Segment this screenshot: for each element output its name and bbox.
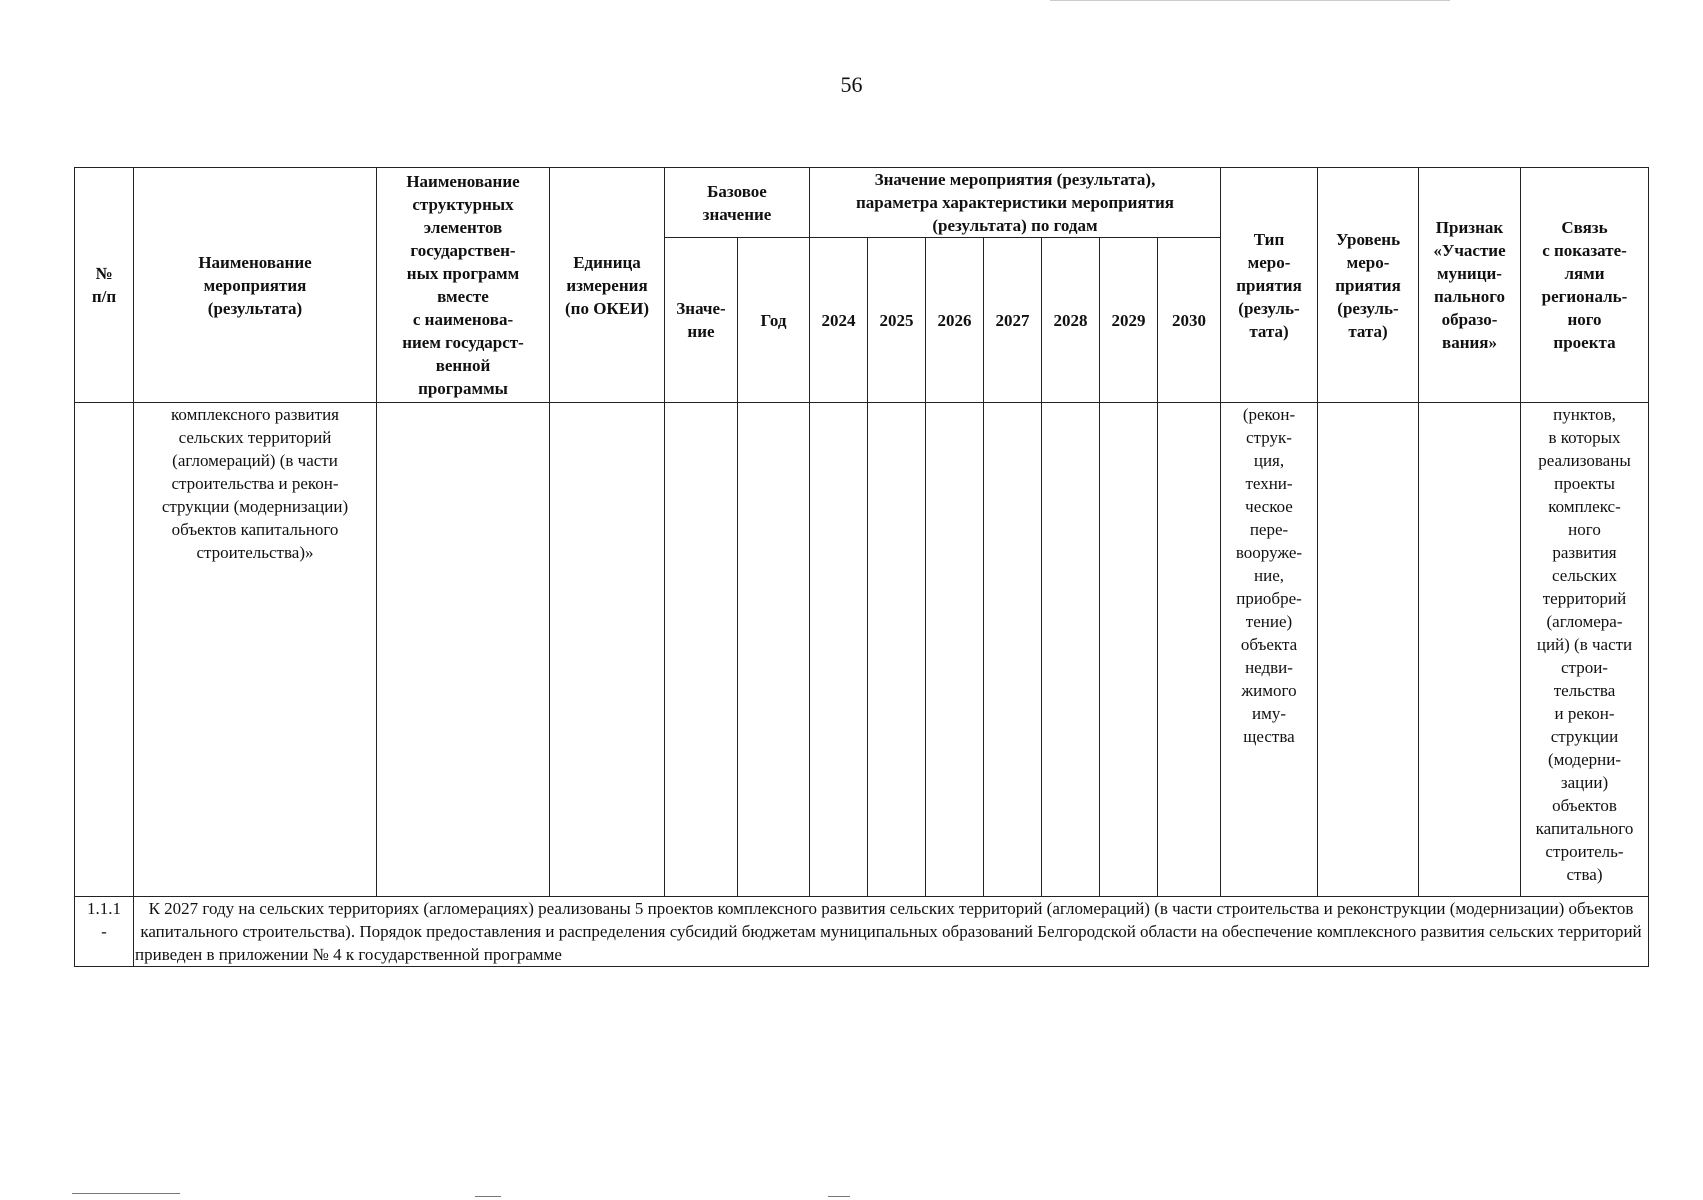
header-municipal-sign: Признак «Участие муници- пального образо- вания» xyxy=(1419,168,1521,403)
cell-municipal-sign xyxy=(1419,403,1521,897)
header-base-value: Значе- ние xyxy=(665,238,738,403)
header-year-2024: 2024 xyxy=(810,238,868,403)
description-number-text: 1.1.1 xyxy=(87,899,121,918)
cell-year-2025 xyxy=(868,403,926,897)
header-base-year: Год xyxy=(738,238,810,403)
cell-year-2029 xyxy=(1100,403,1158,897)
cell-year-2027 xyxy=(984,403,1042,897)
header-year-2025: 2025 xyxy=(868,238,926,403)
header-year-2027: 2027 xyxy=(984,238,1042,403)
cell-base-year xyxy=(738,403,810,897)
cell-year-2028 xyxy=(1042,403,1100,897)
cell-unit xyxy=(550,403,665,897)
header-measure-name: Наименование мероприятия (результата) xyxy=(134,168,377,403)
header-years-group: Значение мероприятия (результата), параметра характеристики мероприятия (результата) по годам xyxy=(810,168,1221,238)
header-level: Уровень меро- приятия (резуль- тата) xyxy=(1318,168,1419,403)
header-type: Тип меро- приятия (резуль- тата) xyxy=(1221,168,1318,403)
bottom-rule-left xyxy=(72,1193,180,1194)
header-year-2029: 2029 xyxy=(1100,238,1158,403)
description-number xyxy=(75,897,134,967)
header-year-2028: 2028 xyxy=(1042,238,1100,403)
page-number: 56 xyxy=(840,72,863,97)
header-regional-link: Связь с показате- лями региональ- ного проекта xyxy=(1521,168,1649,403)
cell-structural-elements xyxy=(377,403,550,897)
table-row xyxy=(75,403,1649,897)
cell-level xyxy=(1318,403,1419,897)
measures-table xyxy=(74,167,1649,967)
cell-type: (рекон- струк- ция, техни- ческое пере- вооруже- ние, приобре- тение) объекта недви- жимого иму- щества xyxy=(1221,403,1318,897)
cell-year-2030 xyxy=(1158,403,1221,897)
cell-base-value xyxy=(665,403,738,897)
bottom-rule-right xyxy=(828,1196,850,1197)
top-rule xyxy=(1050,0,1450,1)
description-mark: - xyxy=(101,922,107,941)
cell-year-2026 xyxy=(926,403,984,897)
header-structural-elements: Наименование структурных элементов государствен- ных программ вместе с наименова- нием государст- венной программы xyxy=(377,168,550,403)
header-year-2026: 2026 xyxy=(926,238,984,403)
cell-measure-name: комплексного развития сельских территорий (агломераций) (в части строительства и рекон- струкции (модернизации) объектов капитального строительства)» xyxy=(134,403,377,897)
header-year-2030: 2030 xyxy=(1158,238,1221,403)
bottom-rule-mid xyxy=(475,1196,501,1197)
cell-number xyxy=(75,403,134,897)
description-row xyxy=(75,897,1649,967)
header-unit: Единица измерения (по ОКЕИ) xyxy=(550,168,665,403)
cell-regional-link: пунктов, в которых реализованы проекты комплекс- ного развития сельских территорий (агломера- ций) (в части строи- тельства и рекон- струкции (модерни- зации) объектов капитального строитель- ства) xyxy=(1521,403,1649,897)
description-text: К 2027 году на сельских территориях (агломерациях) реализованы 5 проектов комплексного развития сельских территорий (агломераций) (в части строительства и реконструкции (модернизации) объектов капитального строительства). Порядок предоставления и распределения субсидий бюджетам муниципальных образований Белгородской области на обеспечение комплексного развития сельских территорий приведен в приложении № 4 к государственной программе xyxy=(134,897,1649,967)
header-number: № п/п xyxy=(75,168,134,403)
cell-year-2024 xyxy=(810,403,868,897)
header-base-group: Базовое значение xyxy=(665,168,810,238)
